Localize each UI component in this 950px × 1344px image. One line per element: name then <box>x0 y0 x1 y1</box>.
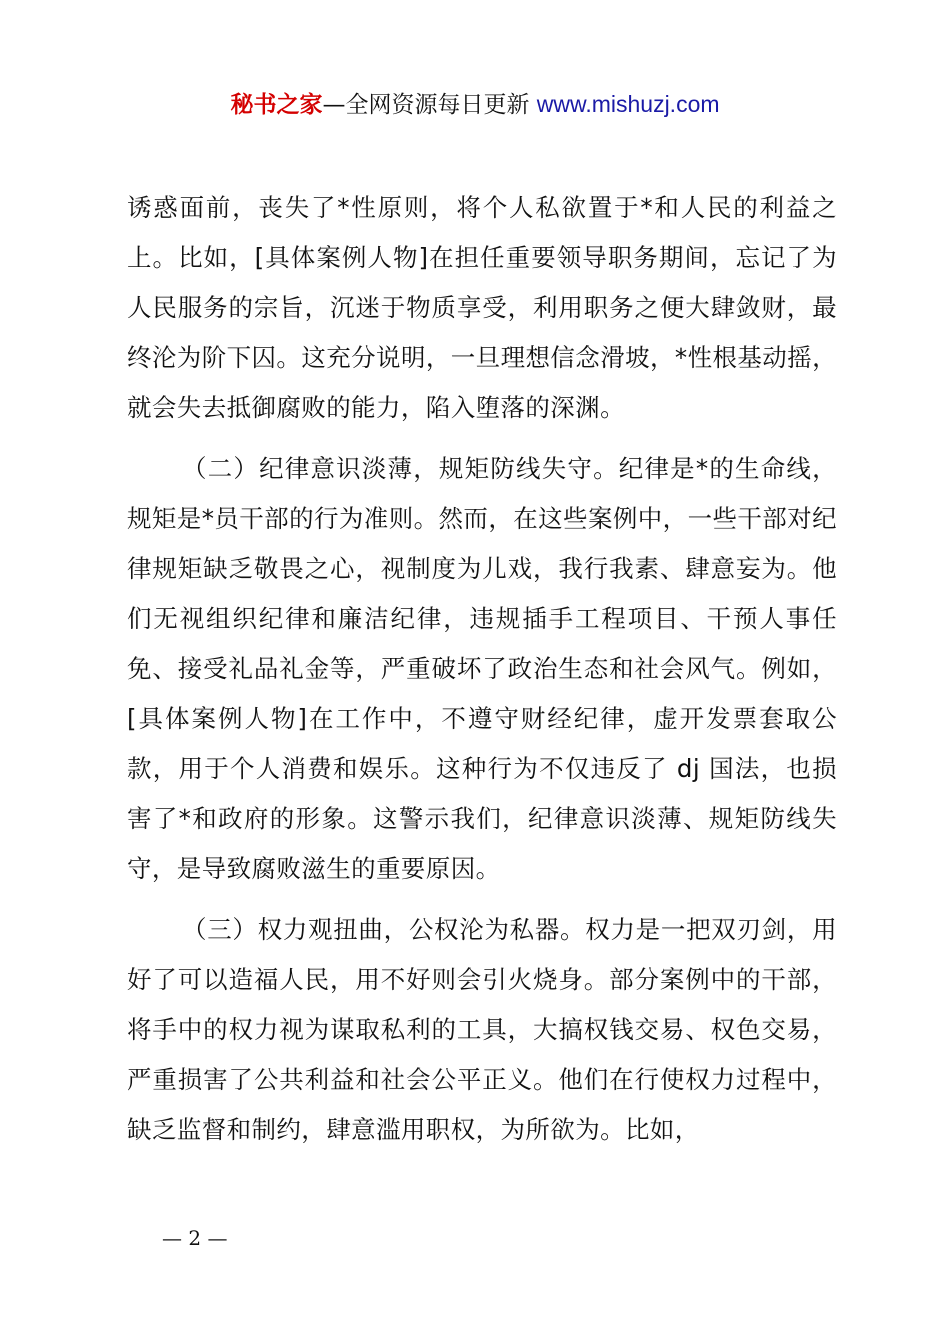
page-number: — 2 — <box>162 1226 228 1250</box>
document-header <box>0 86 950 123</box>
document-body <box>127 183 837 1155</box>
site-url-link[interactable]: www.mishuzj.com <box>536 91 720 117</box>
paragraph-2: （二）纪律意识淡薄，规矩防线失守。纪律是*的生命线，规矩是*员干部的行为准则。然而，在这些案例中，一些干部对纪律规矩缺乏敬畏之心，视制度为儿戏，我行我素、肆意妄为。他们无视组织纪律和廉洁纪律，违规插手工程项目、干预人事任免、接受礼品礼金等，严重破坏了政治生态和社会风气。例如，[具体案例人物]在工作中，不遵守财经纪律，虚开发票套取公款，用于个人消费和娱乐。这种行为不仅违反了 dj 国法，也损害了*和政府的形象。这警示我们，纪律意识淡薄、规矩防线失守，是导致腐败滋生的重要原因。 <box>127 454 837 883</box>
paragraph-3: （三）权力观扭曲，公权沦为私器。权力是一把双刃剑，用好了可以造福人民，用不好则会引火烧身。部分案例中的干部，将手中的权力视为谋取私利的工具，大搞权钱交易、权色交易，严重损害了公共利益和社会公平正义。他们在行使权力过程中，缺乏监督和制约，肆意滥用职权，为所欲为。比如， <box>127 915 837 1144</box>
paragraph-1: 诱惑面前，丧失了*性原则，将个人私欲置于*和人民的利益之上。比如，[具体案例人物]在担任重要领导职务期间，忘记了为人民服务的宗旨，沉迷于物质享受，利用职务之便大肆敛财，最终沦为阶下囚。这充分说明，一旦理想信念滑坡，*性根基动摇，就会失去抵御腐败的能力，陷入堕落的深渊。 <box>127 193 837 422</box>
brand-name: 秘书之家 <box>230 92 323 118</box>
header-tagline: —全网资源每日更新 <box>322 92 537 118</box>
